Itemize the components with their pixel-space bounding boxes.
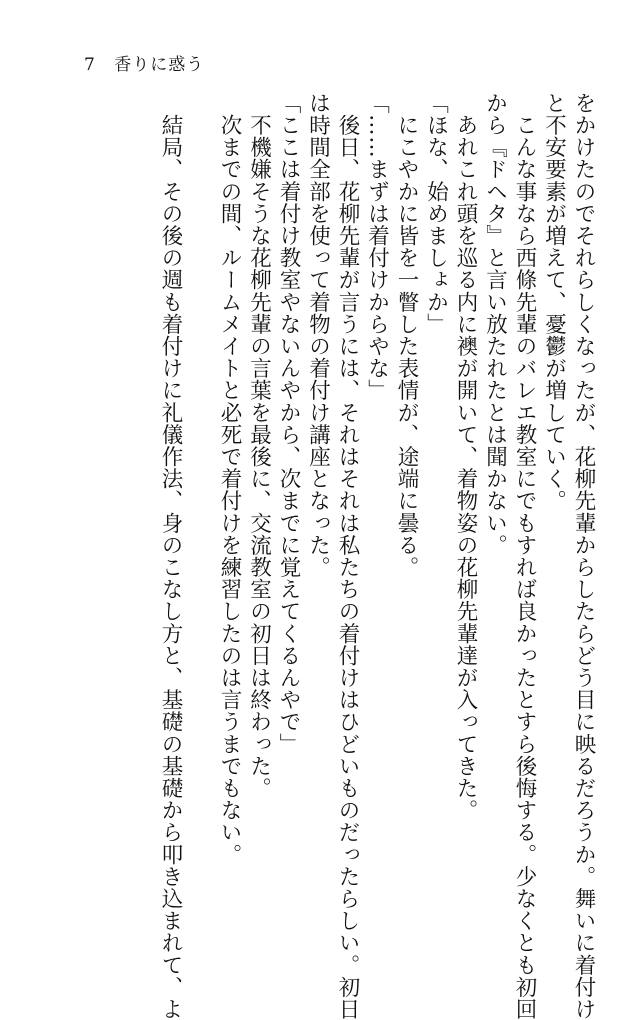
text-line: 結局、その後の週も着付けに礼儀作法、身のこなし方と、基礎の基礎から叩き込まれて、よ bbox=[158, 92, 183, 1020]
blank-line bbox=[185, 92, 215, 872]
text-line: 後日、花柳先輩が言うには、それはそれは私たちの着付けはひどいものだったらしい。初日 bbox=[335, 92, 360, 1020]
text-line: と不安要素が増えて、憂鬱が増していく。 bbox=[541, 92, 567, 512]
text-line: あれこれ頭を巡る内に襖が開いて、着物姿の花柳先輩達が入ってきた。 bbox=[453, 92, 478, 822]
text-line: 「ここは着付け教室やないんやから、次までに覚えてくるんやで」 bbox=[276, 92, 301, 755]
chapter-number: 7 bbox=[84, 55, 96, 75]
text-line: にこやかに皆を一瞥した表情が、途端に曇る。 bbox=[394, 92, 419, 579]
text-line: は時間全部を使って着物の着付け講座となった。 bbox=[305, 92, 331, 579]
text-line: 「ほな、始めましょか」 bbox=[423, 92, 449, 336]
text-line: 「……まずは着付けからやな」 bbox=[364, 92, 390, 402]
text-line: 不機嫌そうな花柳先輩の言葉を最後に、交流教室の初日は終わった。 bbox=[246, 92, 272, 800]
chapter-header bbox=[84, 50, 204, 75]
chapter-title: 香りに惑う bbox=[114, 55, 205, 75]
text-line: をかけたのでそれらしくなったが、花柳先輩からしたらどう目に映るだろうか。舞いに着付け bbox=[571, 92, 596, 1020]
text-line: こんな事なら西條先輩のバレエ教室にでもすれば良かったとすら後悔する。少なくとも初回 bbox=[512, 92, 537, 1020]
text-line: 次までの間、ルームメイトと必死で着付けを練習したのは言うまでもない。 bbox=[217, 92, 242, 866]
text-line: から『ドヘタ』と言い放たれたとは聞かない。 bbox=[482, 92, 508, 557]
body-text bbox=[156, 92, 599, 1020]
